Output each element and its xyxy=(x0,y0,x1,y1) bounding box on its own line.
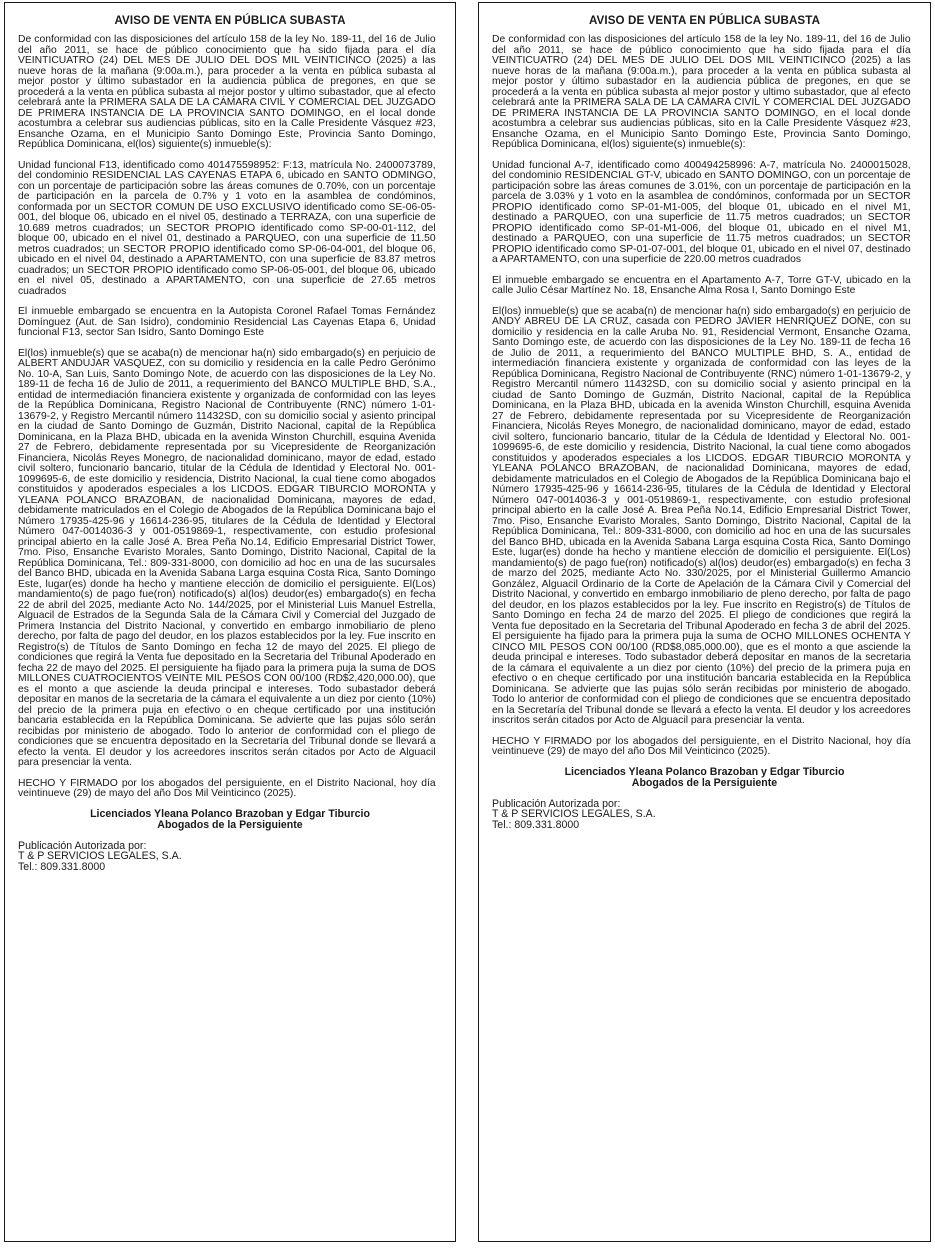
signed-date-paragraph: HECHO Y FIRMADO por los abogados del persiguiente, en el Distrito Nacional, hoy día veintinueve (29) de mayo del año Dos Mil Veinticinco (2025). xyxy=(18,776,436,799)
notice-title: AVISO DE VENTA EN PÚBLICA SUBASTA xyxy=(588,14,821,27)
publication-company: T & P SERVICIOS LEGALES, S.A. xyxy=(492,808,656,821)
signature-block xyxy=(492,767,917,789)
seizure-details-paragraph: El(los) inmueble(s) que se acaba(n) de mencionar ha(n) sido embargado(s) en perjuicio de ALBERT ANDUJAR VASQUEZ, con su domicilio y residencia en la calle Pedro Gerónimo No. 10-A, San Luis, Santo Domingo Note, de acuerdo con las disposiciones de la Ley No. 189-11 de fecha 16 de Julio de 2011, a requerimiento del BANCO MULTIPLE BHD, S.A., entidad de intermediación financiera existente y organizada de conformidad con las leyes de la República Dominicana, Registro Nacional de Contribuyente (RNC) número 1-01-13679-2, y Registro Mercantil número 11432SD, con su domicilio social y asiento principal en la ciudad de Santo Domingo de Guzmán, Distrito Nacional, capital de la República Dominicana, en la Plaza BHD, ubicada en la avenida Winston Churchill, esquina Avenida 27 de Febrero, debidamente representada por su Vicepresidente de Reorganización Financiera, Nicolás Reyes Monegro, de nacionalidad dominicano, mayor de edad, estado civil soltero, funcionario bancario, titular de la Cédula de Identidad y Electoral No. 001-1099695-6, de este domicilio y residencia, Distrito Nacional, la cual tiene como abogados constituidos y apoderados especiales a los LICDOS. EDGAR TIBURCIO MORONTA y YLEANA POLANCO BRAZOBAN, de nacionalidad Dominicana, mayores de edad, debidamente matriculados en el Colegio de Abogados de la República Dominicana bajo el Número 17935-425-96 y 16614-236-95, titulares de la Cédula de Identidad y Electoral Número 047-0014036-3 y 001-0519869-1, respectivamente, con estudio profesional principal abierto en la calle José A. Brea Peña No.14, Edificio Empresarial District Tower, 7mo. Piso, Ensanche Evaristo Morales, Santo Domingo, Distrito Nacional, Capital de la República Dominicana, Tel.: 809-331-8000, con domicilio ad hoc en una de las sucursales del Banco BHD, ubicada en la Avenida Sabana Larga esquina Costa Rica, Santo Domingo Este, lugar(es) donde ha hecho y mantiene elección de domicilio el persiguiente. El(Los) mandamiento(s) de pago fue(ron) notificado(s) al(los) deudor(es) embargado(s) en fecha 22 de abril del 2025, mediante Acto No. 144/2025, por el Ministerial Luis Manuel Estrella, Alguacil de Estrados de la Segunda Sala de la Cámara Civil y Comercial del Juzgado de Primera Instancia del Distrito Nacional, y convertido en embargo inmobiliario de pleno derecho, por falta de pago del deudor, en los plazos establecidos por la ley. Fue inscrito en Registro(s) de Títulos de Santo Domingo en fecha 12 de mayo del 2025. El pliego de condiciones que regirá la Venta fue depositado en la Secretaria del Tribunal Apoderado en fecha 22 de mayo del 2025. El persiguiente ha fijado para la primera puja la suma de DOS MILLONES CUATROCIENTOS VEINTE MIL PESOS CON 00/100 (RD$2,420,000.00), que es el monto a que asciende la deuda principal e intereses. Todo subastador deberá depositar en manos de la secretaria de la cámara el equivalente a un diez por ciento (10%) del precio de la primera puja en efectivo o en cheque certificado por una institución bancaria establecida en la República Dominicana. Se advierte que las pujas sólo serán recibidas por ministerio de abogado. Todo lo anterior de conformidad con el pliego de condiciones que se encuentra depositado en la Secretaría del Tribunal donde se llevará a efecto la venta. El deudor y los acreedores inscritos serán citados por Acto de Alguacil para presenciar la venta. xyxy=(18,346,436,768)
property-description-paragraph: Unidad funcional F13, identificado como 401475598952: F:13, matrícula No. 2400073789, del condominio RESIDENCIAL LAS CAYENAS ETAPA 6, ubicado en SANTO ODMINGO, con un porcentaje de participación sobre las áreas comunes de 0.70%, con un porcentaje de participación en la parcela de 0.7% y 1 voto en la asamblea de condóminos, conformada por un SECTOR COMUN DE USO EXCLUSIVO identificado como SE-06-05-001, del bloque 06, ubicado en el nivel 05, destinado a TERRAZA, con una superficie de 10.689 metros cuadrados; un SECTOR PROPIO identificado como SP-00-01-112, del bloque 00, ubicado en el nivel 01, destinado a PARQUEO, con una superficie de 11.50 metros cuadrados; un SECTOR PROPIO identificado como SP-06-04-001, del bloque 06, ubicado en el nivel 04, destinado a APARTAMENTO, con una superficie de 83.87 metros cuadrados; un SECTOR PROPIO identificado como SP-06-05-001, del bloque 06, ubicado en el nivel 05, destinado a APARTAMENTO, con una superficie de 27.65 metros cuadrados xyxy=(18,158,436,297)
publication-phone: Tel.: 809.331.8000 xyxy=(492,818,580,831)
seizure-details-paragraph: El(los) inmueble(s) que se acaba(n) de mencionar ha(n) sido embargado(s) en perjuicio de ANDY ABREU DE LA CRUZ, casada con PEDRO JAVIER HENRIQUEZ DOÑE, con su domicilio y residencia en la calle Aruba No. 91, Residencial Vermont, Ensanche Ozama, Santo Domingo este, de acuerdo con las disposiciones de la Ley No. 189-11 de fecha 16 de Julio de 2011, a requerimiento del BANCO MULTIPLE BHD, S. A., entidad de intermediación financiera existente y organizada de conformidad con las leyes de la República Dominicana, Registro Nacional de Contribuyente (RNC) número 1-01-13679-2, y Registro Mercantil número 11432SD, con su domicilio social y asiento principal en la ciudad de Santo Domingo de Guzmán, Distrito Nacional, capital de la República Dominicana, en la Plaza BHD, ubicada en la avenida Winston Churchill, esquina Avenida 27 de Febrero, debidamente representada por su Vicepresidente de Reorganización Financiera, Nicolás Reyes Monegro, de nacionalidad dominicano, mayor de edad, estado civil soltero, funcionario bancario, titular de la Cédula de Identidad y Electoral No. 001-1099695-6, de este domicilio y residencia, Distrito Nacional, la cual tiene como abogados constituidos y apoderados especiales a los LICDOS. EDGAR TIBURCIO MORONTA y YLEANA POLANCO BRAZOBAN, de nacionalidad Dominicana, mayores de edad, debidamente matriculados en el Colegio de Abogados de la República Dominicana bajo el Número 17935-425-96 y 16614-236-95, titulares de la Cédula de Identidad y Electoral Número 047-0014036-3 y 001-0519869-1, respectivamente, con estudio profesional principal abierto en la calle José A. Brea Peña No.14, Edificio Empresarial District Tower, 7mo. Piso, Ensanche Evaristo Morales, Santo Domingo, Distrito Nacional, Capital de la República Dominicana, Tel.: 809-331-8000, con domicilio ad hoc en una de las sucursales del Banco BHD, ubicada en la Avenida Sabana Larga esquina Costa Rica, Santo Domingo Este, lugar(es) donde ha hecho y mantiene elección de domicilio el persiguiente. El(Los) mandamiento(s) de pago fue(ron) notificado(s) al(los) deudor(es) embargado(s) en fecha 3 de marzo del 2025, mediante Acto No. 330/2025, por el Ministerial Guillermo Amancio González, Alguacil Ordinario de la Corte de Apelación de la Cámara Civil y Comercial del Distrito Nacional, y convertido en embargo inmobiliario de pleno derecho, por falta de pago del deudor, en los plazos establecidos por la ley. Fue inscrito en Registro(s) de Títulos de Santo Domingo en fecha 24 de marzo del 2025. El pliego de condiciones que regirá la Venta fue depositado en la Secretaria del Tribunal Apoderado en fecha 3 de abril del 2025. El persiguiente ha fijado para la primera puja la suma de OCHO MILLONES OCHENTA Y CINCO MIL PESOS CON 00/100 (RD$8,085,000.00), que es el monto a que asciende la deuda principal e intereses. Todo subastador deberá depositar en manos de la secretaria de la cámara el equivalente a un diez por ciento (10%) del precio de la primera puja en efectivo o en cheque certificado por una institución bancaria establecida en la República Dominicana. Se advierte que las pujas sólo serán recibidas por ministerio de abogado. Todo lo anterior de conformidad con el pliego de condiciones que se encuentra depositado en la Secretaría del Tribunal donde se llevará a efecto la venta. El deudor y los acreedores inscritos serán citados por Acto de Alguacil para presenciar la venta. xyxy=(492,304,911,726)
signature-role: Abogados de la Persiguiente xyxy=(157,818,303,831)
publication-label: Publicación Autorizada por: xyxy=(492,797,621,810)
intro-paragraph: De conformidad con las disposiciones del artículo 158 de la ley No. 189-11, del 16 de Julio del año 2011, se hace de público conocimiento que ha sido fijada para el día VEINTICUATRO (24) DEL MES DE JULIO DEL DOS MIL VEINTICINCO (2025) a las nueve horas de la mañana (9:00a.m.), para proceder a la venta en pública subasta al mejor postor y último subastador en la audiencia pública de pregones, en que se procederá a la venta en pública subasta al mejor postor y ultimo subastador, que al efecto celebrará ante la PRIMERA SALA DE LA CÁMARA CIVIL Y COMERCIAL DEL JUZGADO DE PRIMERA INSTANCIA DE LA PROVINCIA SANTO DOMINGO, en el local donde acostumbra a celebrar sus audiencias públicas, sito en la Calle Presidente Vásquez #23, Ensanche Ozama, en el Municipio Santo Domingo Este, Provincia Santo Domingo, República Dominicana, el(los) siguiente(s) inmueble(s): xyxy=(492,33,911,150)
notice-title: AVISO DE VENTA EN PÚBLICA SUBASTA xyxy=(114,14,346,27)
publication-info xyxy=(18,841,442,873)
intro-paragraph: De conformidad con las disposiciones del artículo 158 de la ley No. 189-11, del 16 de Julio del año 2011, se hace de público conocimiento que ha sido fijada para el día VEINTICUATRO (24) DEL MES DE JULIO DEL DOS MIL VEINTICINCO (2025) a las nueve horas de la mañana (9:00a.m.), para proceder a la venta en pública subasta al mejor postor y último subastador en la audiencia pública de pregones, en que se procederá a la venta en pública subasta al mejor postor y ultimo subastador, que al efecto celebrará ante la PRIMERA SALA DE LA CÁMARA CIVIL Y COMERCIAL DEL JUZGADO DE PRIMERA INSTANCIA DE LA PROVINCIA SANTO DOMINGO, en el local donde acostumbra a celebrar sus audiencias públicas, sito en la Calle Presidente Vásquez #23, Ensanche Ozama, en el Municipio Santo Domingo Este, Provincia Santo Domingo, República Dominicana, el(los) siguiente(s) inmueble(s): xyxy=(18,33,436,150)
signature-names: Licenciados Yleana Polanco Brazoban y Edgar Tiburcio xyxy=(564,765,845,778)
property-description-paragraph: Unidad funcional A-7, identificado como 400494258996: A-7, matrícula No. 2400015028, del condominio RESIDENCIAL GT-V, ubicado en SANTO DOMINGO, con un porcentaje de participación sobre las áreas comunes de 3.01%, con un porcentaje de participación en la parcela de 3.03% y 1 voto en la asamblea de condóminos, conformada por un SECTOR PROPIO identificado como SP-01-M1-005, del bloque 01, ubicado en el nivel M1, destinado a PARQUEO, con una superficie de 11.75 metros cuadrados; un SECTOR PROPIO identificado como SP-01-M1-006, del bloque 01, ubicado en el nivel M1, destinado a PARQUEO, con una superficie de 11.75 metros cuadrados; un SECTOR PROPIO identificado como SP-01-07-001, del bloque 01, ubicado en el nivel 07, destinado a APARTAMENTO, con una superficie de 220.00 metros cuadrados xyxy=(492,158,911,265)
publication-info xyxy=(492,799,917,831)
publication-label: Publicación Autorizada por: xyxy=(18,839,147,852)
property-location-paragraph: El inmueble embargado se encuentra en la Autopista Coronel Rafael Tomas Fernández Domínguez (Aut. de San Isidro), condominio Residencial Las Cayenas Etapa 6, Unidad funcional F13, sector San Isidro, Santo Domingo Este xyxy=(18,305,436,338)
signature-block xyxy=(18,809,442,831)
signature-names: Licenciados Yleana Polanco Brazoban y Edgar Tiburcio xyxy=(90,807,370,820)
notice-right xyxy=(478,2,931,1242)
publication-company: T & P SERVICIOS LEGALES, S.A. xyxy=(18,850,182,863)
signed-date-paragraph: HECHO Y FIRMADO por los abogados del persiguiente, en el Distrito Nacional, hoy día veintinueve (29) de mayo del año Dos Mil Veinticinco (2025). xyxy=(492,734,911,757)
notice-left xyxy=(4,2,456,1242)
signature-role: Abogados de la Persiguiente xyxy=(631,776,778,789)
property-location-paragraph: El inmueble embargado se encuentra en el Apartamento A-7, Torre GT-V, ubicado en la calle Julio César Martínez No. 18, Ensanche Alma Rosa I, Santo Domingo Este xyxy=(492,273,911,296)
publication-phone: Tel.: 809.331.8000 xyxy=(18,860,106,873)
